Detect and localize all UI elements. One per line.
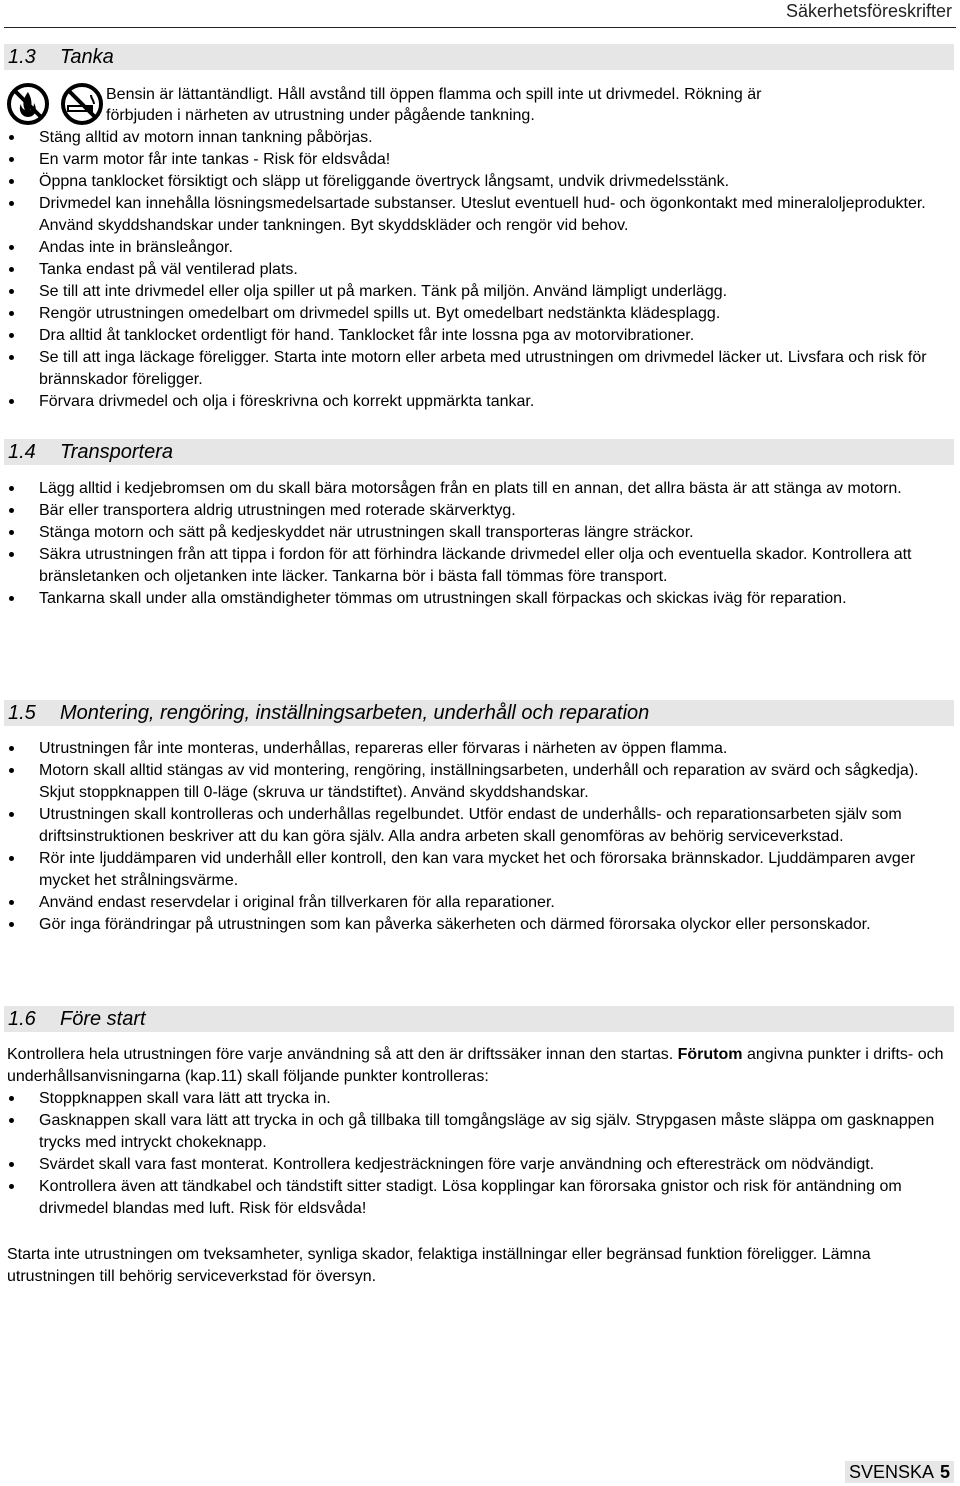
list-item: Gör inga förändringar på utrustningen som kan påverka säkerheten och därmed förorsaka olyckor eller personskador. xyxy=(0,914,952,936)
section-title: Före start xyxy=(60,1008,146,1030)
list-1-4 xyxy=(0,478,952,610)
list-1-3 xyxy=(0,127,952,413)
section-heading-1-6 xyxy=(4,1006,954,1032)
list-1-5 xyxy=(0,738,952,936)
section-number: 1.6 xyxy=(8,1008,36,1030)
warning-line: Bensin är lättantändligt. Håll avstånd till öppen flamma och spill inte ut drivmedel. Rökning är xyxy=(106,86,762,103)
list-item: Drivmedel kan innehålla lösningsmedelsartade substanser. Uteslut eventuell hud- och ögonkontakt med mineraloljeprodukter. Använd skyddshandskar under tankningen. Byt skyddskläder och rengör vid behov. xyxy=(0,193,952,237)
list-item: Se till att inga läckage föreligger. Starta inte motorn eller arbeta med utrustningen om drivmedel läcker ut. Livsfara och risk för brännskador föreligger. xyxy=(0,347,952,391)
list-item: Utrustningen får inte monteras, underhållas, repareras eller förvaras i närheten av öppen flamma. xyxy=(0,738,952,760)
list-item: Bär eller transportera aldrig utrustningen med roterade skärverktyg. xyxy=(0,500,952,522)
before-start-outro: Starta inte utrustningen om tveksamheter, synliga skador, felaktiga inställningar eller begränsad funktion föreligger. Lämna utrustningen till behörig serviceverkstad för översyn. xyxy=(7,1246,871,1285)
list-item: Se till att inte drivmedel eller olja spiller ut på marken. Tänk på miljön. Använd lämpligt underlägg. xyxy=(0,281,952,303)
page-header-title: Säkerhetsföreskrifter xyxy=(785,1,952,21)
warning-icons xyxy=(6,82,104,126)
list-item: Dra alltid åt tanklocket ordentligt för hand. Tanklocket får inte lossna pga av motorvibrationer. xyxy=(0,325,952,347)
page-footer xyxy=(845,1461,954,1483)
footer-language: SVENSKA xyxy=(848,1462,934,1482)
no-open-flame-icon xyxy=(6,82,50,126)
section-title: Transportera xyxy=(60,441,174,463)
list-item: Stäng alltid av motorn innan tankning påbörjas. xyxy=(0,127,952,149)
list-item: Lägg alltid i kedjebromsen om du skall bära motorsågen från en plats till en annan, det allra bästa är att stänga av motorn. xyxy=(0,478,952,500)
list-item: Motorn skall alltid stängas av vid montering, rengöring, inställningsarbeten, underhåll och reparation av svärd och sågkedja). Skjut stoppknappen till 0-läge (skruva ur tändstiftet). Använd skyddshandskar. xyxy=(0,760,952,804)
list-item: Utrustningen skall kontrolleras och underhållas regelbundet. Utför endast de underhålls- och reparationsarbeten själv som driftsinstruktionen beskriver att du kan göra själv. Alla andra arbeten skall genomföras av behörig serviceverkstad. xyxy=(0,804,952,848)
list-item: Tankarna skall under alla omständigheter tömmas om utrustningen skall förpackas och skickas iväg för reparation. xyxy=(0,588,952,610)
section-number: 1.5 xyxy=(8,702,36,724)
list-item: Tanka endast på väl ventilerad plats. xyxy=(0,259,952,281)
warning-line: förbjuden i närheten av utrustning under pågående tankning. xyxy=(106,107,535,124)
list-item: Säkra utrustningen från att tippa i fordon för att förhindra läckande drivmedel eller olja och eventuella skador. Kontrollera att bränsletanken och oljetanken inte läcker. Tankarna bör i bästa fall tömmas före transport. xyxy=(0,544,952,588)
section-heading-1-3 xyxy=(4,44,954,70)
fuel-warning-text xyxy=(106,84,952,126)
list-item: Använd endast reservdelar i original från tillverkaren för alla reparationer. xyxy=(0,892,952,914)
list-item: Rengör utrustningen omedelbart om drivmedel spills ut. Byt omedelbart nedstänkta klädesplagg. xyxy=(0,303,952,325)
no-smoking-icon xyxy=(60,82,104,126)
list-1-6 xyxy=(0,1088,952,1220)
list-item: En varm motor får inte tankas - Risk för eldsvåda! xyxy=(0,149,952,171)
page-number: 5 xyxy=(939,1462,950,1482)
header-divider xyxy=(4,27,956,28)
list-item: Svärdet skall vara fast monterat. Kontrollera kedjesträckningen före varje användning och efteresträck om nödvändigt. xyxy=(0,1154,952,1176)
section-heading-1-4 xyxy=(4,439,954,465)
list-item: Förvara drivmedel och olja i föreskrivna och korrekt uppmärkta tankar. xyxy=(0,391,952,413)
list-item: Öppna tanklocket försiktigt och släpp ut föreliggande övertryck långsamt, undvik drivmedelsstänk. xyxy=(0,171,952,193)
list-item: Gasknappen skall vara lätt att trycka in och gå tillbaka till tomgångsläge av sig själv. Strypgasen måste släppa om gasknappen trycks med intryckt chokeknapp. xyxy=(0,1110,952,1154)
before-start-intro xyxy=(7,1044,950,1088)
list-item: Andas inte in bränsleångor. xyxy=(0,237,952,259)
intro-text: angivna punkter i drifts- och underhållsanvisningarna (kap.11) skall följande punkter kontrolleras: xyxy=(7,1046,944,1085)
list-item: Stänga motorn och sätt på kedjeskyddet när utrustningen skall transporteras längre sträckor. xyxy=(0,522,952,544)
intro-text: Kontrollera hela utrustningen före varje användning så att den är driftssäker innan den startas. xyxy=(7,1046,678,1063)
list-item: Kontrollera även att tändkabel och tändstift sitter stadigt. Lösa kopplingar kan förorsaka gnistor och risk för antändning om drivmedel blandas med luft. Risk för eldsvåda! xyxy=(0,1176,952,1220)
section-title: Tanka xyxy=(60,46,114,68)
section-heading-1-5 xyxy=(4,700,954,726)
intro-bold-text: Förutom xyxy=(677,1046,743,1063)
section-title: Montering, rengöring, inställningsarbeten, underhåll och reparation xyxy=(60,702,650,724)
section-number: 1.3 xyxy=(8,46,36,68)
list-item: Rör inte ljuddämparen vid underhåll eller kontroll, den kan vara mycket het och förorsaka brännskador. Ljuddämparen avger mycket het strålningsvärme. xyxy=(0,848,952,892)
section-number: 1.4 xyxy=(8,441,36,463)
list-item: Stoppknappen skall vara lätt att trycka in. xyxy=(0,1088,952,1110)
